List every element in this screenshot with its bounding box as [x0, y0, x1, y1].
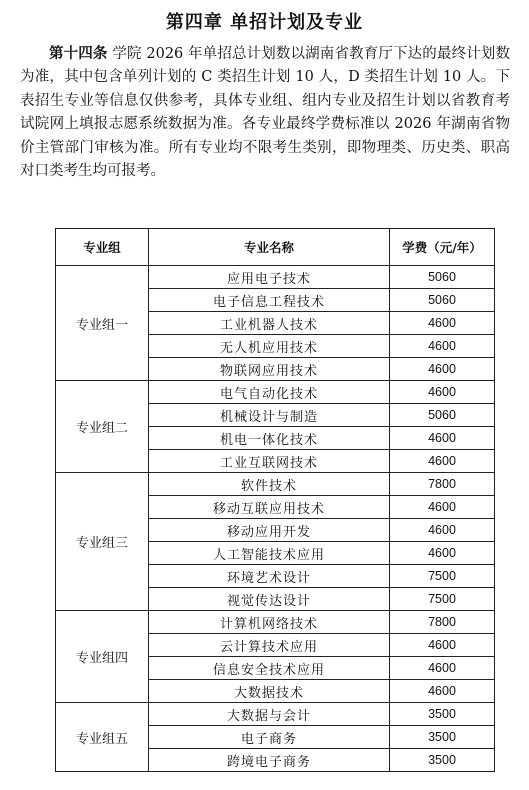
- fee-cell: 4600: [390, 335, 495, 358]
- table-row: [56, 381, 495, 404]
- major-name-cell: 工业互联网技术: [149, 450, 390, 473]
- group-cell: 专业组二: [56, 381, 149, 473]
- fee-cell: 7500: [390, 565, 495, 588]
- major-name-cell: 信息安全技术应用: [149, 657, 390, 680]
- major-name-cell: 计算机网络技术: [149, 611, 390, 634]
- table-row: [56, 703, 495, 726]
- fee-cell: 5060: [390, 266, 495, 289]
- table-row: [56, 473, 495, 496]
- chapter-heading: 第四章 单招计划及专业: [165, 12, 364, 33]
- major-name-cell: 无人机应用技术: [149, 335, 390, 358]
- fee-cell: 4600: [390, 657, 495, 680]
- major-name-cell: 人工智能技术应用: [149, 542, 390, 565]
- header-group: 专业组: [56, 229, 149, 266]
- fee-cell: 4600: [390, 450, 495, 473]
- major-name-cell: 大数据与会计: [149, 703, 390, 726]
- fee-cell: 3500: [390, 726, 495, 749]
- major-name-cell: 环境艺术设计: [149, 565, 390, 588]
- group-cell: 专业组四: [56, 611, 149, 703]
- fee-cell: 7800: [390, 611, 495, 634]
- fee-cell: 4600: [390, 634, 495, 657]
- table-header-row: [56, 229, 495, 266]
- majors-table: [55, 228, 495, 772]
- major-name-cell: 物联网应用技术: [149, 358, 390, 381]
- major-name-cell: 移动互联应用技术: [149, 496, 390, 519]
- major-name-cell: 软件技术: [149, 473, 390, 496]
- fee-cell: 3500: [390, 703, 495, 726]
- fee-cell: 4600: [390, 542, 495, 565]
- fee-cell: 3500: [390, 749, 495, 772]
- major-name-cell: 视觉传达设计: [149, 588, 390, 611]
- major-name-cell: 移动应用开发: [149, 519, 390, 542]
- fee-cell: 5060: [390, 404, 495, 427]
- fee-cell: 5060: [390, 289, 495, 312]
- major-name-cell: 电子商务: [149, 726, 390, 749]
- table-row: [56, 611, 495, 634]
- major-name-cell: 机械设计与制造: [149, 404, 390, 427]
- major-name-cell: 电气自动化技术: [149, 381, 390, 404]
- table-body: [56, 266, 495, 772]
- major-name-cell: 云计算技术应用: [149, 634, 390, 657]
- fee-cell: 7800: [390, 473, 495, 496]
- header-fee: 学费（元/年）: [390, 229, 495, 266]
- major-name-cell: 工业机器人技术: [149, 312, 390, 335]
- fee-cell: 4600: [390, 680, 495, 703]
- major-name-cell: 应用电子技术: [149, 266, 390, 289]
- fee-cell: 4600: [390, 312, 495, 335]
- group-cell: 专业组五: [56, 703, 149, 772]
- fee-cell: 4600: [390, 427, 495, 450]
- major-name-cell: 机电一体化技术: [149, 427, 390, 450]
- fee-cell: 4600: [390, 381, 495, 404]
- major-name-cell: 跨境电子商务: [149, 749, 390, 772]
- group-cell: 专业组一: [56, 266, 149, 381]
- header-major: 专业名称: [149, 229, 390, 266]
- article-paragraph: [20, 42, 510, 183]
- article-number: 第十四条: [49, 45, 108, 62]
- fee-cell: 4600: [390, 519, 495, 542]
- major-name-cell: 电子信息工程技术: [149, 289, 390, 312]
- fee-cell: 4600: [390, 358, 495, 381]
- fee-cell: 4600: [390, 496, 495, 519]
- article-text: 学院 2026 年单招总计划数以湖南省教育厅下达的最终计划数为准，其中包含单列计划的 C 类招生计划 10 人，D 类招生计划 10 人。下表招生专业等信息仅供参考，具体专业组、组内专业及招生计划以省教育考试院网上填报志愿系统数据为准。各专业最终学费标准以 2026 年湖南省物价主管部门审核为准。所有专业均不限考生类别，即物理类、历史类、职高对口类考生均可报考。: [20, 46, 511, 180]
- fee-cell: 7500: [390, 588, 495, 611]
- major-name-cell: 大数据技术: [149, 680, 390, 703]
- table-row: [56, 266, 495, 289]
- group-cell: 专业组三: [56, 473, 149, 611]
